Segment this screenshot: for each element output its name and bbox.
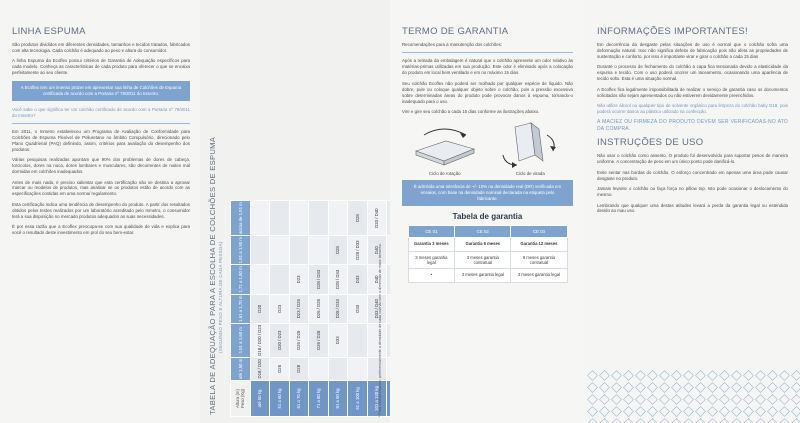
pattern-diamond <box>696 383 706 393</box>
pattern-diamond <box>648 383 658 393</box>
pattern-diamond <box>732 395 742 405</box>
pattern-diamond <box>624 395 634 405</box>
garantia-cell: Garantia 6 meses <box>455 237 511 251</box>
panel-adequacy-table <box>200 0 390 423</box>
garantia-cell: 3 meses garantia legal <box>455 268 511 282</box>
instruction-paragraph: Evite sentar nas bordas do colchão. O esforço concentrado em apenas uma área pode causar desgaste no produto. <box>597 169 788 181</box>
garantia-header: CE 01 <box>408 225 455 237</box>
table-cell: D26 / D28 <box>289 323 309 357</box>
row-header: 101 a 120 kg <box>367 381 387 417</box>
table-row <box>309 201 329 417</box>
pattern-diamond <box>636 407 646 417</box>
pattern-diamond <box>612 383 622 393</box>
table-cell: D23 <box>289 265 309 294</box>
table-cell <box>250 201 270 236</box>
firmness-note: A MACIEZ OU FIRMEZA DO PRODUTO DEVEM SER VERIFICADAS NO ATO DA COMPRA. <box>597 119 788 133</box>
pattern-diamond <box>600 383 610 393</box>
pattern-diamond <box>720 419 730 423</box>
table-cell: D33 <box>348 265 368 294</box>
garantia-cell: Garantia 12 meses <box>511 237 567 251</box>
linha-espuma-paragraph: Esta certificação indica uma tendência de desempenho do produto. A partir dos resultados obtidos pelos testes realizados por um laboratório acreditado pelo Inmetro, o consumidor terá a sua disposição no mercado produtos adequados as suas necessidades. <box>12 201 190 219</box>
table-cell: D28 / D33 <box>309 265 329 294</box>
row-header: 71 a 80 kg <box>309 381 329 417</box>
garantia-cell: • <box>408 268 455 282</box>
pattern-diamond <box>720 395 730 405</box>
pattern-diamond <box>600 395 610 405</box>
adequacy-table-title: TABELA DE ADEQUAÇÃO PARA A ESCOLHA DE COLCHÕES DE ESPUMA <box>208 136 217 415</box>
table-row <box>348 201 368 417</box>
pattern-diamond <box>720 407 730 417</box>
pattern-diamond <box>672 407 682 417</box>
divider <box>12 123 190 124</box>
pattern-diamond <box>744 419 754 423</box>
pattern-diamond <box>684 395 694 405</box>
pattern-diamond <box>696 419 706 423</box>
pattern-diamond <box>708 371 718 381</box>
table-cell: D26 <box>270 357 290 380</box>
pattern-diamond <box>780 395 790 405</box>
table-cell <box>367 323 387 357</box>
column-header: 1,61 a 1,70 m <box>231 294 251 323</box>
mattress-flip-icon <box>495 121 565 169</box>
table-cell <box>250 236 270 265</box>
pattern-diamond <box>732 407 742 417</box>
pattern-diamond <box>744 395 754 405</box>
table-cell: D33 / D40 <box>367 294 387 323</box>
pattern-diamond <box>768 383 778 393</box>
table-row <box>328 201 348 417</box>
garantia-header: CE 02 <box>455 225 511 237</box>
linha-espuma-paragraph: Antes de mais nada, é preciso salientar que esta certificação não se destina a aprovar marcar ou modelos de produtos, mas analisar se os produtos estão de acordo com as especificações contidas em uma norma/ regulamento. <box>12 179 190 197</box>
pattern-diamond <box>660 383 670 393</box>
linha-espuma-paragraph: São produtos divididos em diferentes densidades, tamanhos e tecidos tratados, fabricados com alta tecnologia. Cada colchão é adequado ao peso e altura do consumidor. <box>12 42 190 53</box>
info-paragraph: Durante o processo de fechamento do colchão a capa fica tensionada devido a elasticidade da espuma e tecido. Com o uso poderá ocorrer um laceamento, ocasionando uma aparência de tecido solto. Esta é uma situação normal. <box>597 64 788 82</box>
tolerance-highlight: É admitida uma tolerância de +/- 10% na densidade real (DR) verificada em ensaios, com base na densidade nominal declarada na etiqueta pelo fabricante. <box>402 180 573 206</box>
pattern-diamond <box>744 383 754 393</box>
pattern-diamond <box>660 407 670 417</box>
pattern-diamond <box>588 407 598 417</box>
table-cell: D26 / D28 <box>309 323 329 357</box>
pattern-diamond <box>672 395 682 405</box>
pattern-diamond <box>600 419 610 423</box>
rotation-caption: Ciclo de rotação <box>428 170 461 176</box>
garantia-cell: 9 meses garantia contratual <box>511 251 567 268</box>
pattern-diamond <box>756 395 766 405</box>
table-cell: D28 <box>328 236 348 265</box>
pattern-diamond <box>768 407 778 417</box>
pattern-diamond <box>636 383 646 393</box>
pattern-diamond <box>600 407 610 417</box>
instruction-paragraph: Lembrando que qualquer uma destas atitudes levará a perda da garantia legal ou estendida devido ao mau uso. <box>597 202 788 214</box>
pattern-diamond <box>624 371 634 381</box>
linha-espuma-paragraph: Várias pesquisas realizadas apontam que 90% dos problemas de dores de cabeça, torcicolos, dores na nuca, dores lombares e musculares, são decorrentes de noites mal dormidas em colchões inadequados. <box>12 157 190 175</box>
pattern-diamond <box>708 395 718 405</box>
pattern-diamond <box>744 407 754 417</box>
table-cell: D28 / D33 <box>328 265 348 294</box>
pattern-diamond <box>720 383 730 393</box>
table-row <box>289 201 309 417</box>
rotation-cycle <box>407 121 482 176</box>
pattern-diamond <box>696 407 706 417</box>
table-cell: D20 / D23 <box>270 323 290 357</box>
table-cell: D40 <box>367 265 387 294</box>
pattern-diamond <box>744 371 754 381</box>
pattern-diamond <box>732 371 742 381</box>
row-header: 81 a 90 kg <box>328 381 348 417</box>
pattern-diamond <box>696 371 706 381</box>
column-header: 1,71 a 1,80 m <box>231 265 251 294</box>
pattern-diamond <box>792 383 800 393</box>
pattern-diamond <box>612 395 622 405</box>
pattern-diamond <box>636 371 646 381</box>
pattern-diamond <box>684 419 694 423</box>
pattern-diamond <box>672 371 682 381</box>
panel-informacoes <box>585 0 800 423</box>
pattern-diamond <box>636 395 646 405</box>
table-cell <box>348 323 368 357</box>
adequacy-table-subtitle: (SEGUNDO PESO E ALTURA DE CADA PESSOA) <box>218 241 223 353</box>
column-header: acima de 1,91 m <box>231 201 251 236</box>
adequacy-table-body <box>250 201 406 417</box>
informacoes-title: INFORMAÇÕES IMPORTANTES! <box>597 26 748 37</box>
pattern-diamond <box>792 395 800 405</box>
pattern-diamond <box>684 383 694 393</box>
corner-altura: Altura (m) <box>235 389 241 408</box>
certification-highlight: A Ecoflex tem um imenso prazer em apresentar sua linha de Colchões de Espuma certificada de acordo com a Portaria nº 79/2011 do Inmetro. <box>12 81 190 101</box>
info-paragraph: A Ecoflex fica legalmente impossibilitada de realizar o serviço de garantia caso os documentos solicitados não sejam apresentados ou não estiverem devidamente preenchidos. <box>597 86 788 98</box>
linha-espuma-paragraph: Em 2011, o Inmetro estabeleceu um Programa de Avaliação de Conformidade para Colchões de Espuma Flexível de Poliuretano no âmbito Compulsório, direcionado pelo Plano Quadrienal (PAQ) definindo, assim, critérios para avaliação do desempenho dos produtos. <box>12 128 190 152</box>
pattern-diamond <box>600 371 610 381</box>
table-cell: D33 <box>328 323 348 357</box>
table-row <box>367 201 387 417</box>
pattern-diamond <box>708 419 718 423</box>
pattern-diamond <box>588 371 598 381</box>
table-cell <box>367 357 387 380</box>
pattern-diamond <box>648 419 658 423</box>
garantia-cell: Garantia 3 meses <box>408 237 455 251</box>
corner-peso: Peso (Kg) <box>240 388 246 409</box>
table-cell <box>328 201 348 236</box>
mattress-rotation-icon <box>410 121 480 169</box>
pattern-diamond <box>696 395 706 405</box>
pattern-diamond <box>708 407 718 417</box>
rotation-illustrations <box>402 121 573 176</box>
pattern-diamond <box>708 383 718 393</box>
pattern-diamond <box>756 371 766 381</box>
panel-linha-espuma <box>0 0 200 423</box>
table-row <box>250 201 270 417</box>
row-header: 91 a 100 kg <box>348 381 368 417</box>
pattern-diamond <box>660 371 670 381</box>
pattern-diamond <box>672 419 682 423</box>
row-header: até 50 kg <box>250 381 270 417</box>
table-cell: D23 <box>270 294 290 323</box>
pattern-diamond <box>780 419 790 423</box>
maintenance-intro: Recomendações para a manutenção dos colchões: <box>402 42 503 47</box>
pattern-diamond <box>612 407 622 417</box>
table-cell <box>270 265 290 294</box>
pattern-diamond <box>684 371 694 381</box>
table-corner <box>231 381 251 417</box>
pattern-diamond <box>648 371 658 381</box>
table-cell <box>348 357 368 380</box>
decorative-pattern <box>585 368 800 423</box>
pattern-diamond <box>588 395 598 405</box>
pattern-diamond <box>660 419 670 423</box>
linha-espuma-paragraph: É por essa razão que a Ecoflex preocupa-se com sua qualidade de vida e explica para você o resultado deste investimento em prol do seu bem-estar. <box>12 224 190 236</box>
pattern-diamond <box>684 407 694 417</box>
maintenance-paragraph: Seu colchão Ecoflex não poderá ser molhado por qualquer espécie de líquido. Não dobre, pule ou coloque qualquer objeto sobre o colchão, pois a pressão excessiva sobre determinadas áreas do produto pode provocar danos à espuma, tornando-o inadequado para o uso. <box>402 80 573 104</box>
table-cell <box>289 201 309 236</box>
pattern-diamond <box>648 395 658 405</box>
pattern-diamond <box>588 419 598 423</box>
pattern-diamond <box>636 419 646 423</box>
pattern-diamond <box>624 419 634 423</box>
pattern-diamond <box>648 407 658 417</box>
pattern-diamond <box>768 419 778 423</box>
garantia-table-title: Tabela de garantia <box>452 211 523 221</box>
alcohol-warning: Não utilize álcool ou qualquer tipo de solvente orgânico para limpeza do colchão baby D18, pois poderá ocorrer danos ao plástico utilizado na confecção. <box>597 103 788 114</box>
linha-espuma-title: LINHA ESPUMA <box>12 26 86 37</box>
pattern-diamond <box>660 395 670 405</box>
maintenance-paragraph: Vire e gire seu colchão a cada 15 dias conforme as ilustrações abaixo. <box>402 109 540 114</box>
rotated-table-container <box>200 0 390 423</box>
table-cell <box>270 201 290 236</box>
pattern-diamond <box>780 371 790 381</box>
table-cell <box>309 236 329 265</box>
certification-question: Você sabe o que significa ter um colchão certificado de acordo com a Portaria nº 79/2011 do Inmetro? <box>12 106 190 118</box>
pattern-diamond <box>732 419 742 423</box>
instruction-paragraph: Não usar o colchão como assento. O produto foi desenvolvido para suportar pesos de maneira uniforme. A concentração de peso em um único ponto pode danificá-lo. <box>597 153 788 165</box>
table-cell <box>289 236 309 265</box>
pattern-diamond <box>612 371 622 381</box>
garantia-cell: 3 meses garantia legal <box>408 251 455 268</box>
pattern-diamond <box>672 383 682 393</box>
instruction-paragraph: Jamais levante o colchão ou faça força no pillow top. Isto pode ocasionar o deslocamento do mesmo. <box>597 186 788 198</box>
pattern-diamond <box>732 383 742 393</box>
table-cell: D23 / D26 <box>289 294 309 323</box>
pattern-diamond <box>756 383 766 393</box>
row-header: 61 a 70 kg <box>289 381 309 417</box>
pattern-diamond <box>780 407 790 417</box>
pattern-diamond <box>768 395 778 405</box>
table-row <box>270 201 290 417</box>
divider <box>402 52 573 53</box>
adequacy-footnote: * Para medida especial, preferencialmente a densidade de cada colchão com o dimensão de maior tamanho. <box>378 243 382 417</box>
garantia-cell: 3 meses garantia contratual <box>455 251 511 268</box>
table-cell <box>328 357 348 380</box>
table-cell: D28 <box>348 201 368 236</box>
pattern-diamond <box>756 407 766 417</box>
pattern-diamond <box>624 383 634 393</box>
pattern-diamond <box>780 383 790 393</box>
table-cell: D40 <box>367 236 387 265</box>
info-paragraph: Em decorrência da desgaste pelas situações de uso é normal que o colchão sofra uma deformação natural. Isso não significa defeito de fabricação pois não afeta as propriedades de sustentação e conforto, por isso é importante virar e girar o colchão a cada 15 dias <box>597 42 788 59</box>
pattern-diamond <box>792 407 800 417</box>
pattern-diamond <box>756 419 766 423</box>
instrucoes-title: INSTRUÇÕES DE USO <box>597 137 704 149</box>
garantia-cell: 3 meses garantia legal <box>511 268 567 282</box>
garantia-header: CE 03 <box>511 225 567 237</box>
table-cell: D33 <box>348 294 368 323</box>
termo-garantia-title: TERMO DE GARANTIA <box>402 26 509 37</box>
table-cell: D28 <box>289 357 309 380</box>
flip-cycle <box>493 121 568 176</box>
pattern-diamond <box>792 419 800 423</box>
pattern-diamond <box>720 371 730 381</box>
pattern-diamond <box>792 371 800 381</box>
flip-caption: Ciclo de virada <box>515 170 545 176</box>
pattern-diamond <box>612 419 622 423</box>
panel-termo-garantia <box>390 0 585 423</box>
table-cell: D20 <box>250 294 270 323</box>
column-header: até 1,50 m <box>231 357 251 380</box>
table-cell: D26 / D28 <box>309 294 329 323</box>
table-cell: D28 / D33 <box>328 294 348 323</box>
table-cell <box>309 357 329 380</box>
column-header: 1,51 a 1,60 m <box>231 323 251 357</box>
row-header: 51 a 60 kg <box>270 381 290 417</box>
table-cell <box>270 236 290 265</box>
table-cell: D28 / D33 <box>348 236 368 265</box>
table-cell: D18 / D20 <box>250 357 270 380</box>
linha-espuma-paragraph: A linha Espuma da Ecoflex possui critérios de Garantia de Adequação específicos para cada modelo. Conheça as características de cada produto para oferecer o que se encaixa perfeitamente ao seu cliente. <box>12 58 190 76</box>
maintenance-paragraph: Após a retirada da embalagem é natural que o colchão apresente um odor relativo às matérias-primas utilizadas em sua produção. Este odor é eliminado após a colocação do produto em local bem ventilado e em no máximo 15 dias. <box>402 58 573 76</box>
pattern-diamond <box>624 407 634 417</box>
pattern-diamond <box>588 383 598 393</box>
table-cell <box>250 265 270 294</box>
table-cell: D18 / D20 / D23 <box>250 323 270 357</box>
pattern-diamond <box>768 371 778 381</box>
garantia-table <box>408 225 568 283</box>
table-cell <box>309 201 329 236</box>
table-cell: D33 / D40 <box>367 201 387 236</box>
column-header: 1,81 a 1,90 m <box>231 236 251 265</box>
